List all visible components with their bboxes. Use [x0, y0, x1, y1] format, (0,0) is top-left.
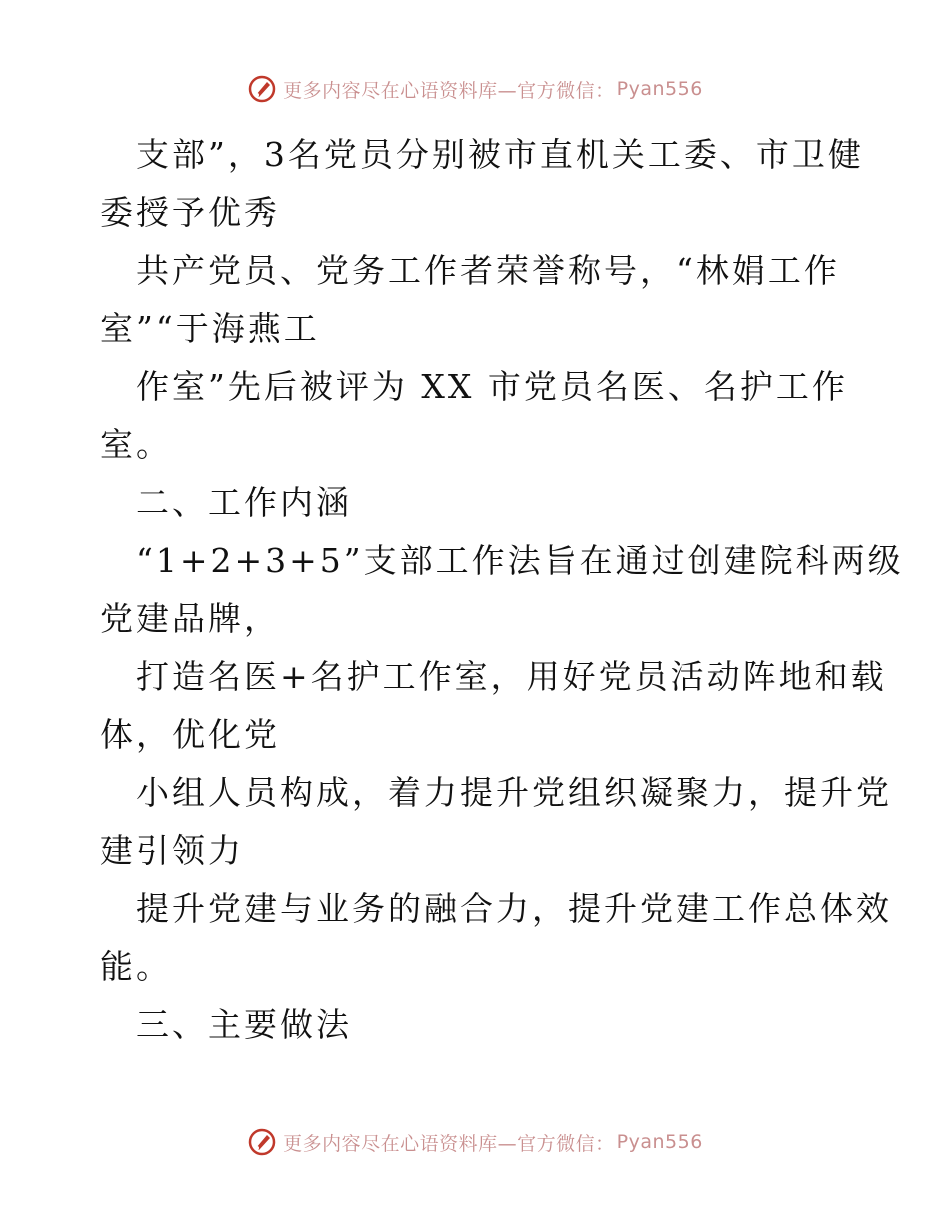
text-line: 党建品牌， [100, 599, 280, 638]
text-line: 体，优化党 [100, 715, 280, 754]
text-line: 能。 [100, 947, 172, 986]
header-watermark [0, 74, 950, 104]
document-body [100, 126, 904, 1054]
watermark-wechat-id: Pyan556 [616, 1131, 703, 1153]
text-line: 提升党建与业务的融合力，提升党建工作总体效 [136, 889, 892, 928]
text-line: 室。 [100, 425, 172, 464]
footer-watermark [0, 1127, 950, 1157]
text-line: 建引领力 [100, 831, 244, 870]
text-line: 委授予优秀 [100, 193, 280, 232]
text-line: “1+2+3+5”支部工作法旨在通过创建院科两级 [136, 541, 904, 580]
quill-logo-icon [247, 74, 277, 104]
text-line: 打造名医+名护工作室，用好党员活动阵地和载 [136, 657, 887, 696]
text-line: 共产党员、党务工作者荣誉称号，“林娟工作 [136, 251, 840, 290]
text-line: 作室”先后被评为 XX 市党员名医、名护工作 [136, 367, 848, 406]
section-heading: 二、工作内涵 [136, 483, 352, 522]
section-heading: 三、主要做法 [136, 1005, 352, 1044]
text-line: 室”“于海燕工 [100, 309, 320, 348]
watermark-wechat-id: Pyan556 [616, 78, 703, 100]
watermark-text: 更多内容尽在心语资料库—官方微信： [283, 79, 615, 102]
quill-logo-icon [247, 1127, 277, 1157]
watermark-text: 更多内容尽在心语资料库—官方微信： [283, 1132, 615, 1155]
text-line: 小组人员构成，着力提升党组织凝聚力，提升党 [136, 773, 892, 812]
text-line: 支部”，3名党员分别被市直机关工委、市卫健 [136, 135, 864, 174]
